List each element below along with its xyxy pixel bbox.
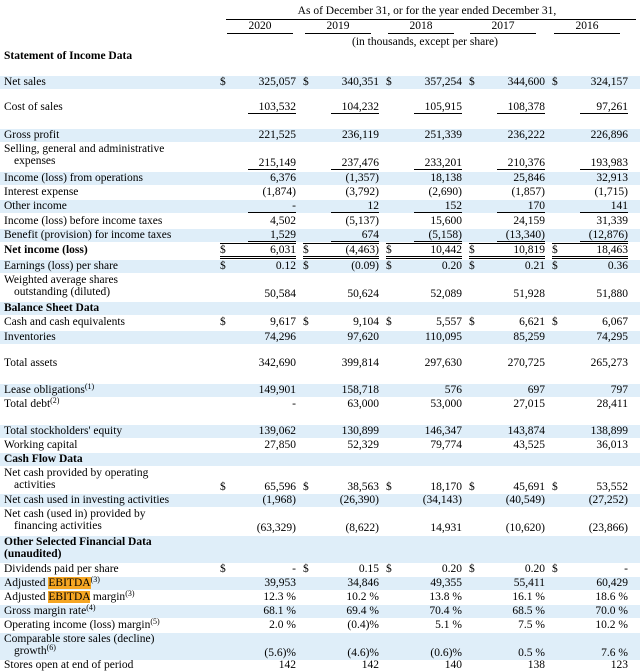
table-row-sec-cashflow xyxy=(0,453,640,466)
footnote-marker: (5) xyxy=(150,617,160,626)
table-row-income-before-tax: Income (loss) before income taxes 4,502 (5,137) 15,600 24,159 31,339 xyxy=(4,215,628,227)
cell-top-rule xyxy=(386,243,462,244)
row-label: Net sales xyxy=(4,76,46,88)
cell-double-underline xyxy=(303,258,379,259)
table-row-comp-store: Comparable store sales (decline) growth$^{(6)}$ (5.6)% (4.6)% (0.6)% 0.5 % 7.6 % xyxy=(0,633,640,660)
cell-underline xyxy=(414,169,462,170)
table-row-adj-ebitda-margin: Adjusted EBITDA margin$^{(3)}$ 12.3 % 10.2 % 13.8 % 16.1 % 18.6 % xyxy=(4,589,628,603)
row-label: Operating income (loss) margin$^{(5)}$ xyxy=(4,617,160,631)
year-header-rule xyxy=(554,33,620,34)
footnote-marker: (6) xyxy=(46,643,56,652)
table-header-title: As of December 31, or for the year ended December 31, xyxy=(297,5,557,17)
table-row-total-assets: Total assets 342,690 399,814 297,630 270,725 265,273 xyxy=(4,357,628,369)
row-label: Total debt$^{(2)}$ xyxy=(4,396,60,410)
row-label: Stores open at end of period xyxy=(4,659,134,671)
footnote-marker: (4) xyxy=(86,603,96,612)
row-label: Cash Flow Data xyxy=(4,453,83,465)
cell-underline xyxy=(248,212,296,213)
footnote-marker: (3) xyxy=(125,589,135,598)
table-row-adj-ebitda: Adjusted EBITDA$^{(3)}$ 39,953 34,846 49,355 55,411 60,429 xyxy=(0,577,640,590)
row-label: Statement of Income Data xyxy=(4,50,133,62)
row-label: Balance Sheet Data xyxy=(4,302,100,314)
cell-underline xyxy=(497,169,545,170)
year-header-2017: 2017 xyxy=(491,20,515,32)
highlighted-term: EBITDA xyxy=(48,577,91,589)
table-row-cash: Cash and cash equivalents $ 9,617 $ 9,104 $ 5,557 $ 6,621 $ 6,067 xyxy=(4,316,628,328)
table-row-cash-investing: Net cash used in investing activities (1,968) (26,390) (34,143) (40,549) (27,252) xyxy=(0,494,640,507)
table-row-cash-operating: Net cash provided by operating activities $ 65,596 $ 38,563 $ 18,170 $ 45,691 $ 53,552 xyxy=(4,467,628,493)
row-label: Total stockholders' equity xyxy=(4,425,123,437)
table-row-sec-balance xyxy=(0,302,640,315)
table-row-gross-margin: Gross margin rate$^{(4)}$ 68.1 % 69.4 % 70.4 % 68.5 % 70.0 % xyxy=(0,605,640,618)
cell-underline xyxy=(386,256,462,257)
table-row-net-sales: Net sales $ 325,057 $ 340,351 $ 357,254 $ 344,600 $ 324,157 xyxy=(0,76,640,89)
table-row-op-margin: Operating income (loss) margin$^{(5)}$ 2.0 % (0.4)% 5.1 % 7.5 % 10.2 % xyxy=(4,617,628,631)
year-header-2018: 2018 xyxy=(409,20,433,32)
cell-top-rule xyxy=(303,243,379,244)
row-label: Inventories xyxy=(4,331,56,343)
year-header-rule xyxy=(227,33,293,34)
row-label: Selling, general and administrative expenses xyxy=(4,143,165,167)
cell-underline xyxy=(220,256,296,257)
table-row-cost-of-sales: Cost of sales 103,532 104,232 105,915 108,378 97,261 xyxy=(4,101,628,113)
row-label: Other income xyxy=(4,200,67,212)
table-row-benefit-tax: Benefit (provision) for income taxes 1,529 674 (5,158) (13,340) (12,876) xyxy=(0,229,640,242)
cell-double-underline xyxy=(552,258,628,259)
year-header-2019: 2019 xyxy=(326,20,350,32)
year-header-rule xyxy=(305,33,371,34)
row-label: Net cash (used in) provided by financing activities xyxy=(4,508,146,532)
cell-double-underline xyxy=(220,258,296,259)
cell-underline xyxy=(248,113,296,114)
cell-underline xyxy=(497,241,545,242)
cell-top-rule xyxy=(220,243,296,244)
row-label: Net cash provided by operating activities xyxy=(4,467,149,491)
table-row-stores-open: Stores open at end of period 142 142 140 138 123 xyxy=(4,659,628,671)
row-label: Adjusted EBITDA margin$^{(3)}$ xyxy=(4,589,135,603)
year-header-2016: 2016 xyxy=(575,20,599,32)
table-row-sec-other xyxy=(0,536,640,563)
row-label: Income (loss) before income taxes xyxy=(4,215,163,227)
cell-underline xyxy=(248,169,296,170)
cell-underline xyxy=(414,241,462,242)
cell-underline xyxy=(303,256,379,257)
row-label: Interest expense xyxy=(4,186,79,198)
row-label: Total assets xyxy=(4,357,58,369)
table-row-dividends: Dividends paid per share $ - $ 0.15 $ 0.20 $ 0.20 $ - xyxy=(4,563,628,575)
table-row-interest-expense: Interest expense (1,874) (3,792) (2,690) (1,857) (1,715) xyxy=(4,186,628,198)
table-row-other-income: Other income - 12 152 170 141 xyxy=(0,200,640,213)
cell-top-rule xyxy=(469,243,545,244)
row-label: Lease obligations$^{(1)}$ xyxy=(4,382,95,396)
table-row-inventories: Inventories 74,296 97,620 110,095 85,259 74,295 xyxy=(0,331,640,344)
table-header-units: (in thousands, except per share) xyxy=(352,36,498,48)
row-label: Cash and cash equivalents xyxy=(4,316,126,328)
cell-underline xyxy=(248,241,296,242)
row-label: Net cash used in investing activities xyxy=(4,494,170,506)
row-label: Gross profit xyxy=(4,129,60,141)
cell-underline xyxy=(497,113,545,114)
cell-underline xyxy=(580,212,628,213)
cell-underline xyxy=(469,256,545,257)
table-row-net-income: Net income (loss) $ 6,031 $ (4,463) $ 10,442 $ 10,819 $ 18,463 xyxy=(0,244,640,257)
row-label: Adjusted EBITDA$^{(3)}$ xyxy=(4,575,100,589)
footnote-marker: (3) xyxy=(90,575,100,584)
cell-underline xyxy=(331,113,379,114)
row-label: Comparable store sales (decline) growth$^{(6)}$ xyxy=(4,633,155,657)
cell-double-underline xyxy=(469,258,545,259)
table-row-lease-obligations: Lease obligations$^{(1)}$ 149,901 158,718 576 697 797 xyxy=(0,384,640,397)
year-header-rule xyxy=(470,33,536,34)
highlighted-term: EBITDA xyxy=(48,591,90,603)
row-label: Weighted average shares outstanding (diluted) xyxy=(4,274,119,298)
cell-underline xyxy=(414,113,462,114)
table-row-cash-financing: Net cash (used in) provided by financing activities (63,329) (8,622) 14,931 (10,620) (23,866) xyxy=(4,508,628,534)
row-label: Other Selected Financial Data (unaudited) xyxy=(4,536,152,560)
cell-underline xyxy=(331,212,379,213)
table-row-stockholders-equity: Total stockholders' equity 139,062 130,899 146,347 143,874 138,899 xyxy=(0,425,640,438)
cell-underline xyxy=(497,212,545,213)
cell-underline xyxy=(552,256,628,257)
row-label: Cost of sales xyxy=(4,101,63,113)
cell-double-underline xyxy=(386,258,462,259)
table-row-sec-income xyxy=(0,50,640,63)
footnote-marker: (2) xyxy=(50,396,60,405)
row-label: Earnings (loss) per share xyxy=(4,260,119,272)
cell-underline xyxy=(331,241,379,242)
year-header-2020: 2020 xyxy=(248,20,272,32)
row-label: Net income (loss) xyxy=(4,244,88,256)
table-row-working-capital: Working capital 27,850 52,329 79,774 43,525 36,013 xyxy=(4,439,628,451)
cell-underline xyxy=(331,169,379,170)
table-row-eps: Earnings (loss) per share $ 0.12 $ (0.09) $ 0.20 $ 0.21 $ 0.36 xyxy=(0,260,640,273)
table-row-income-ops: Income (loss) from operations 6,376 (1,357) 18,138 25,846 32,913 xyxy=(0,172,640,185)
year-header-rule xyxy=(388,33,454,34)
row-label: Working capital xyxy=(4,439,78,451)
table-row-wtd-shares: Weighted average shares outstanding (diluted) 50,584 50,624 52,089 51,928 51,880 xyxy=(4,274,628,300)
cell-underline xyxy=(414,212,462,213)
cell-underline xyxy=(580,169,628,170)
footnote-marker: (1) xyxy=(84,382,95,391)
cell-underline xyxy=(580,241,628,242)
cell-underline xyxy=(580,113,628,114)
table-row-total-debt: Total debt$^{(2)}$ - 63,000 53,000 27,015 28,411 xyxy=(4,396,628,410)
table-row-sga: Selling, general and administrative expenses 215,149 237,476 233,201 210,376 193,983 xyxy=(4,143,628,169)
row-label: Dividends paid per share xyxy=(4,563,119,575)
row-label: Benefit (provision) for income taxes xyxy=(4,229,172,241)
row-label: Gross margin rate$^{(4)}$ xyxy=(4,603,96,617)
row-label: Income (loss) from operations xyxy=(4,172,143,184)
table-row-gross-profit: Gross profit 221,525 236,119 251,339 236,222 226,896 xyxy=(0,129,640,142)
cell-top-rule xyxy=(552,243,628,244)
